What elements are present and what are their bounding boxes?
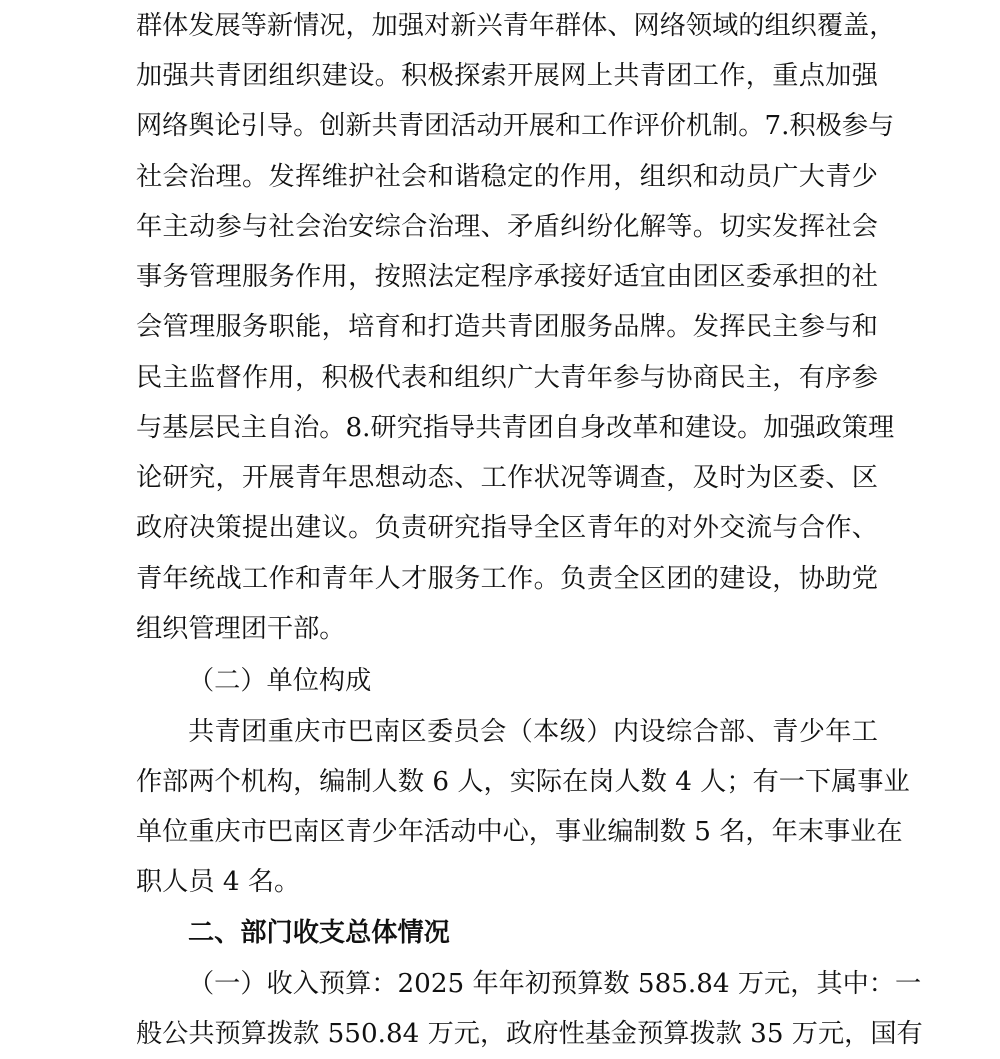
section-heading: 二、部门收支总体情况 — [188, 917, 450, 948]
body-text-line: 网络舆论引导。创新共青团活动开展和工作评价机制。7.积极参与 — [136, 111, 895, 141]
body-text-line: 青年统战工作和青年人才服务工作。负责全区团的建设，协助党 — [136, 564, 878, 594]
body-text-line: 年主动参与社会治安综合治理、矛盾纠纷化解等。切实发挥社会 — [136, 212, 878, 242]
subheading-unit-composition: （二）单位构成 — [188, 666, 372, 696]
unit-text-line: 共青团重庆市巴南区委员会（本级）内设综合部、青少年工 — [188, 717, 878, 747]
body-text-line: 民主监督作用，积极代表和组织广大青年参与协商民主，有序参 — [136, 363, 878, 393]
body-text-line: 政府决策提出建议。负责研究指导全区青年的对外交流与合作、 — [136, 513, 878, 543]
unit-text-line: 职人员 4 名。 — [136, 867, 301, 897]
body-text-line: 事务管理服务作用，按照法定程序承接好适宜由团区委承担的社 — [136, 262, 878, 292]
body-text-line: 论研究，开展青年思想动态、工作状况等调查，及时为区委、区 — [136, 463, 878, 493]
body-text-line: 与基层民主自治。8.研究指导共青团自身改革和建设。加强政策理 — [136, 413, 895, 443]
body-text-line: 群体发展等新情况，加强对新兴青年群体、网络领域的组织覆盖， — [136, 11, 896, 41]
income-text-line: （一）收入预算：2025 年年初预算数 585.84 万元，其中：一 — [188, 969, 922, 999]
income-text-line: 般公共预算拨款 550.84 万元，政府性基金预算拨款 35 万元，国有 — [136, 1019, 923, 1049]
unit-text-line: 作部两个机构，编制人数 6 人，实际在岗人数 4 人；有一下属事业 — [136, 767, 910, 797]
body-text-line: 组织管理团干部。 — [136, 614, 346, 644]
body-text-line: 社会治理。发挥维护社会和谐稳定的作用，组织和动员广大青少 — [136, 162, 878, 192]
unit-text-line: 单位重庆市巴南区青少年活动中心，事业编制数 5 名，年末事业在 — [136, 817, 903, 847]
body-text-line: 会管理服务职能，培育和打造共青团服务品牌。发挥民主参与和 — [136, 312, 878, 342]
body-text-line: 加强共青团组织建设。积极探索开展网上共青团工作，重点加强 — [136, 61, 878, 91]
